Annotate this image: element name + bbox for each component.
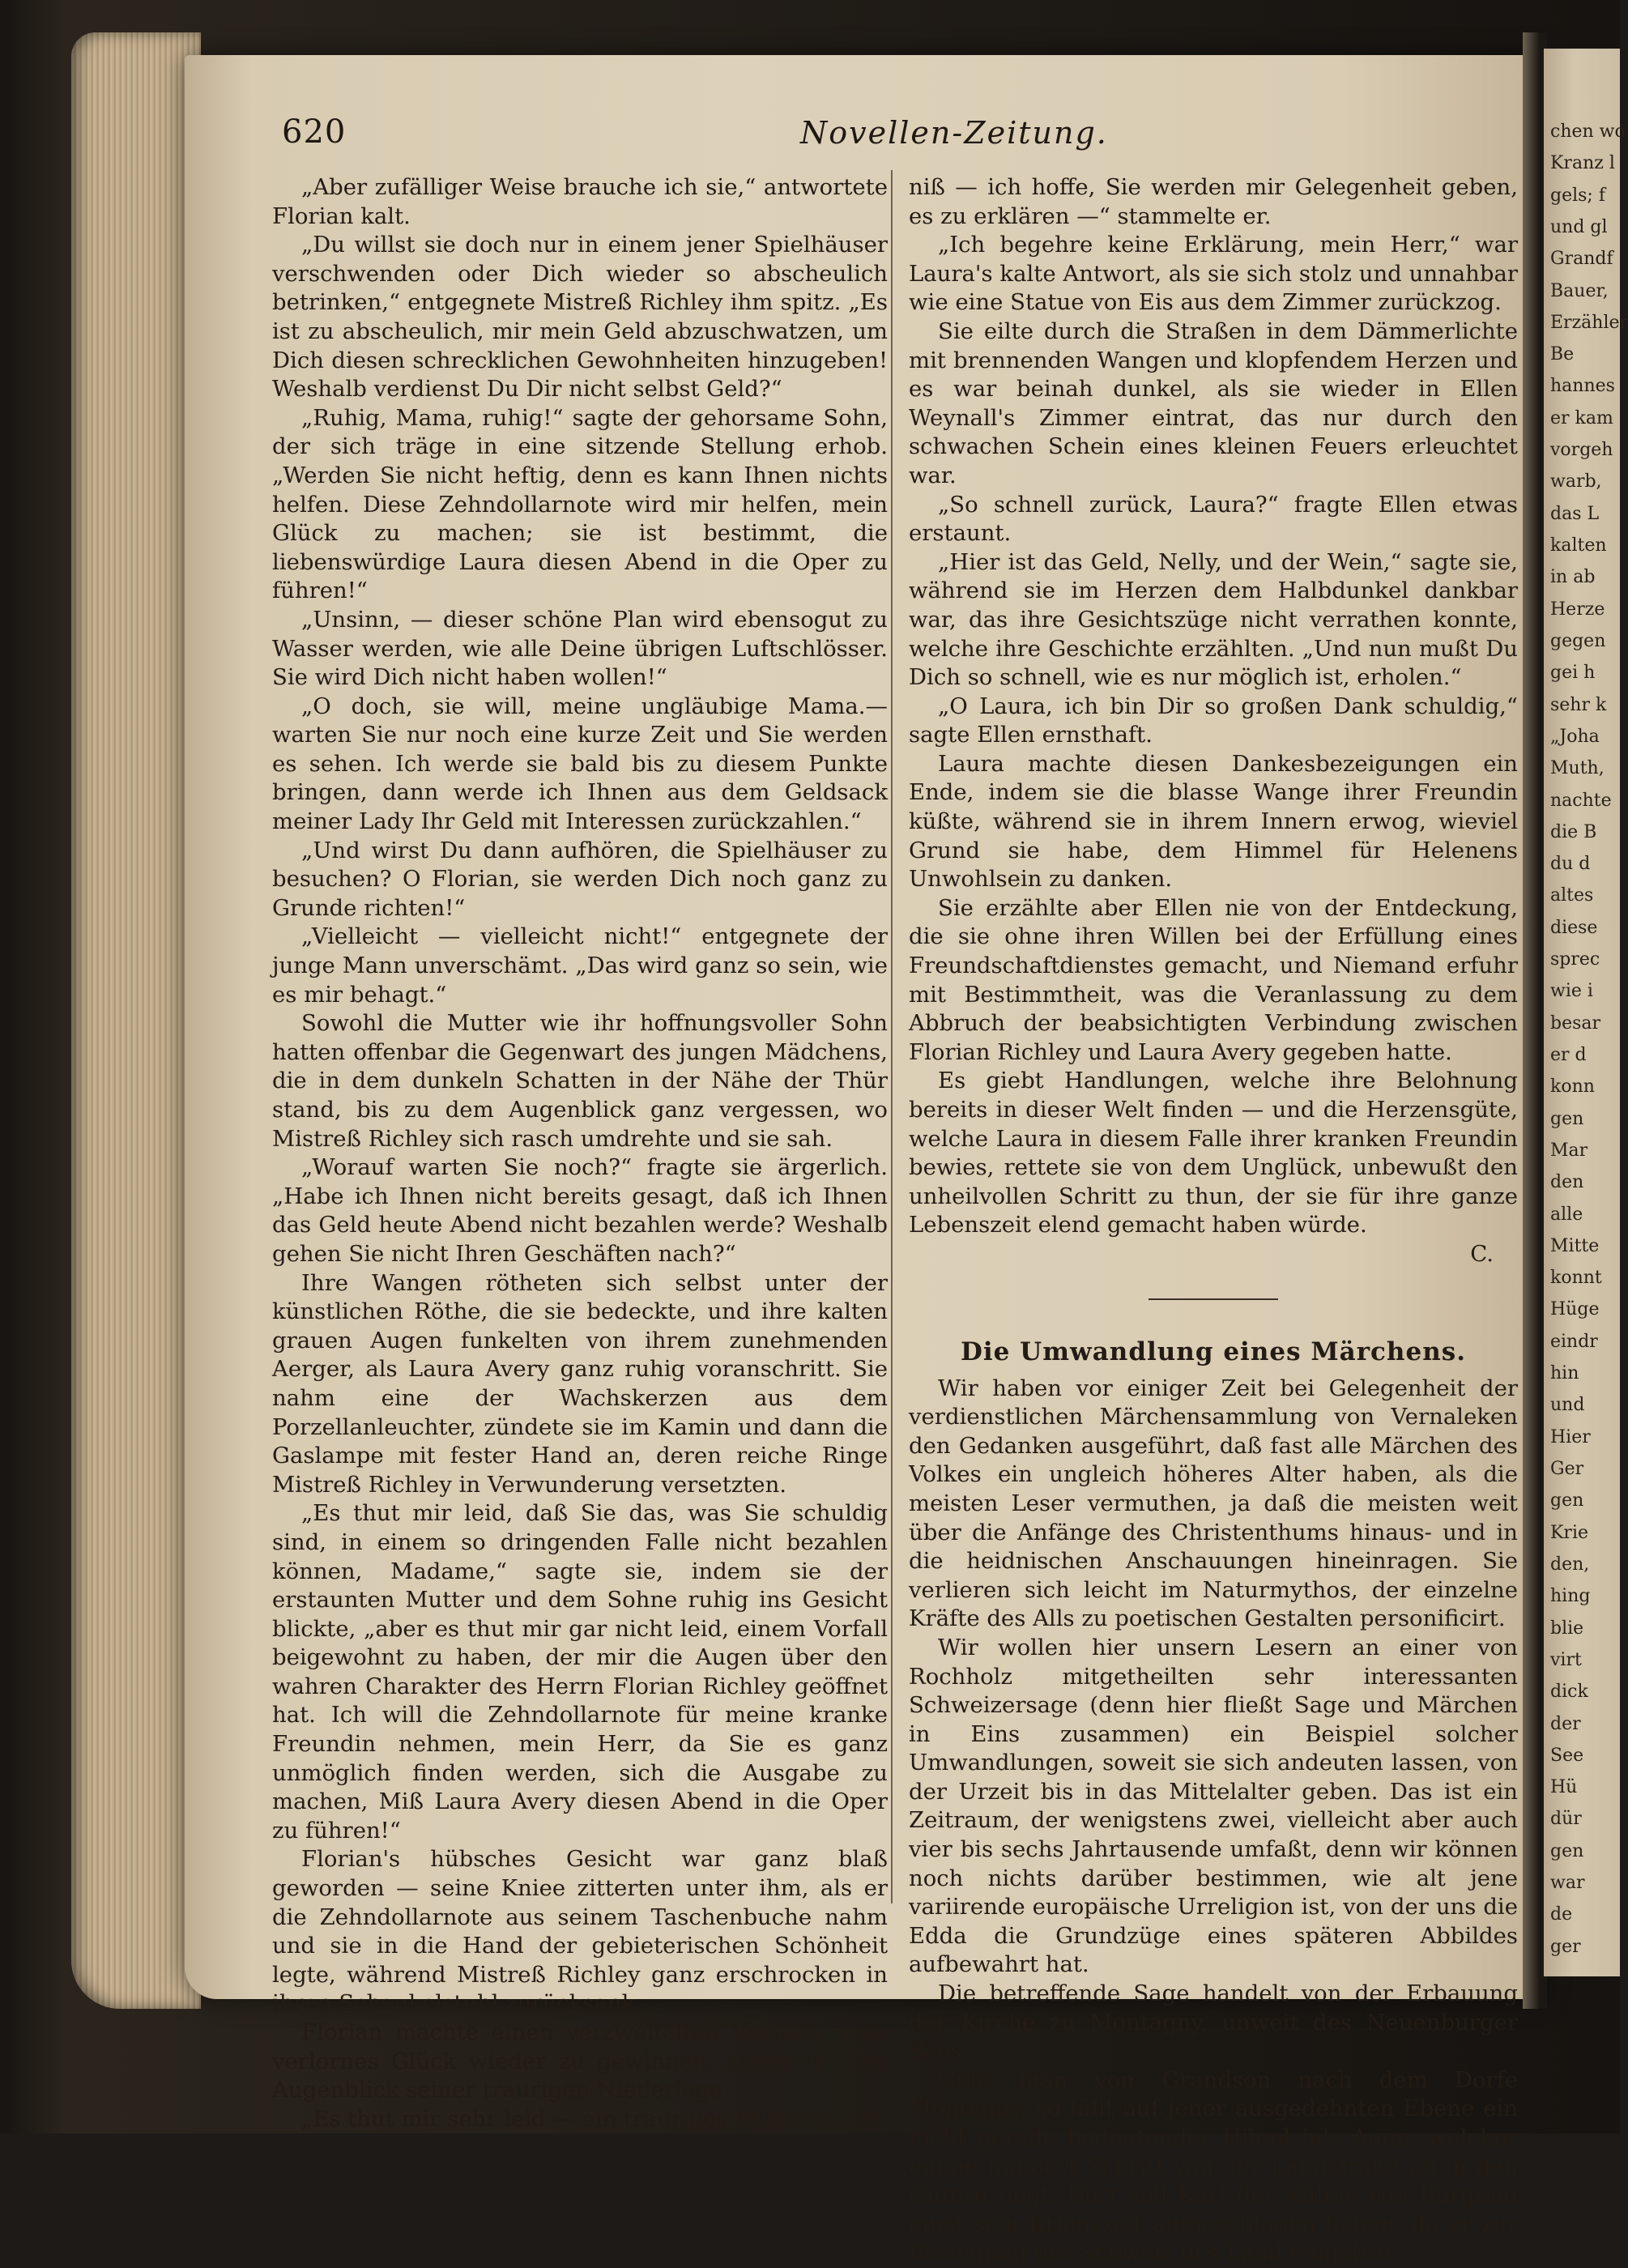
next-page-fragment: sprec [1550, 949, 1600, 970]
next-page-fragment: dick [1550, 1682, 1588, 1703]
next-page-fragment: vorgeh [1550, 440, 1613, 461]
author-signature: C. [1470, 1240, 1494, 1267]
paragraph: Sie erzählte aber Ellen nie von der Entdeckung, die sie ohne ihren Willen bei der Erfüllung eines Freundschaftdienstes gemacht, und Niemand erfuhr mit Bestimmtheit, was die Veranlassung zu dem Abbruch der beabsichtigten Verbindung zwischen Florian Richley und Laura Avery gegeben hatte. [909, 894, 1518, 1065]
next-page-fragment: der [1550, 1713, 1581, 1734]
paragraph: Wir wollen hier unsern Lesern an einer von Rochholz mitgetheilten sehr interessanten Schweizersage (denn hier fließt Sage und Märchen in Eins zusammen) ein Beispiel solcher Umwandlungen, soweit sie sich andeuten lassen, von der Urzeit bis in das Mittelalter geben. Das ist ein Zeitraum, der wenigstens zwei, vielleicht aber auch vier bis sechs Jahrtausende umfaßt, denn wir können noch nichts darüber bestimmen, wie alt jene variirende europäische Urreligion ist, von der uns die Edda die Grundzüge eines späteren Abbildes aufbewahrt hat. [909, 1634, 1518, 1978]
next-page-fragment: Mar [1550, 1140, 1588, 1161]
paragraph: Florian's hübsches Gesicht war ganz blaß geworden — seine Kniee zitterten unter ihm, als er die Zehndollarnote aus seinem Taschenbuche nahm und sie in die Hand der gebieterischen Schönheit legte, während Mistreß Richley ganz erschrocken in ihren Schaukelstuhl zurücksank. [272, 1846, 888, 2017]
next-page-fragment: und [1550, 1395, 1585, 1416]
next-page-fragment: Hüge [1550, 1299, 1600, 1320]
next-page-fragment: Herze [1550, 599, 1605, 620]
column-divider [891, 170, 893, 1904]
paragraph: „Du willst sie doch nur in einem jener Spielhäuser verschwenden oder Dich wieder so abscheulich betrinken,“ entgegnete Mistreß Richley ihm spitz. „Es ist zu abscheulich, mir mein Geld abzuschwatzen, um Dich diesen schrecklichen Gewohnheiten hinzugeben! Weshalb verdienst Du Dir nicht selbst Geld?“ [272, 232, 888, 403]
next-page-fragment: Be [1550, 344, 1575, 365]
next-page-fragment: den [1550, 1172, 1584, 1193]
next-page-fragment: chen wo [1550, 122, 1626, 142]
section-title: Die Umwandlung eines Märchens. [961, 1336, 1466, 1366]
paragraph: Laura machte diesen Dankesbezeigungen ein Ende, indem sie die blasse Wange ihrer Freundin küßte, während sie in ihrem Innern erwog, wieviel Grund sie habe, dem Himmel für Helenens Unwohlsein zu danken. [909, 750, 1518, 893]
next-page-fragment: See [1550, 1745, 1584, 1766]
next-page-fragment: warb, [1550, 471, 1602, 492]
next-page-fragment: gegen [1550, 630, 1606, 651]
paragraph: „O Laura, ich bin Dir so großen Dank schuldig,“ sagte Ellen ernsthaft. [909, 693, 1518, 748]
next-page-fragment: gen [1550, 1840, 1584, 1861]
next-page-fragment: „Joha [1550, 726, 1600, 747]
next-page-fragment: wie i [1550, 981, 1593, 1002]
paragraph: „O doch, sie will, meine ungläubige Mama.— warten Sie nur noch eine kurze Zeit und Sie werden es sehen. Ich werde sie bald bis zu diesem Punkte bringen, dann werde ich Ihnen aus dem Geldsack meiner Lady Ihr Geld mit Interessen zurückzahlen.“ [272, 693, 888, 835]
next-page-fragment: gels; f [1550, 185, 1605, 206]
paragraph: Die betreffende Sage handelt von der Erbauung der Kirche zu Montagny, unweit des Neuenburger Sees. [909, 1980, 1518, 2065]
next-page-fragment: blie [1550, 1618, 1584, 1639]
next-page-fragment: Erzähler [1550, 312, 1628, 333]
next-page-fragment: er kam [1550, 407, 1613, 428]
next-page-fragment: hing [1550, 1586, 1591, 1607]
paragraph: „Es thut mir leid, daß Sie das, was Sie schuldig sind, in einem so dringenden Falle nicht bezahlen können, Madame,“ sagte sie, indem sie der erstaunten Mutter und dem Sohne ruhig ins Gesicht blickte, „aber es thut mir gar nicht leid, einem Vorfall beigewohnt zu haben, der mir die Augen über den wahren Charakter des Herrn Florian Richley geöffnet hat. Ich will die Zehndollarnote für meine kranke Freundin nehmen, mein Herr, da Sie es ganz unmöglich finden werden, sich die Ausgabe zu machen, Miß Laura Avery diesen Abend in die Oper zu führen!“ [272, 1500, 888, 1844]
next-page-fragment: Hü [1550, 1777, 1578, 1798]
paragraph: Geht man von Grandson nach dem Dorfe Montagny, so fällt auf jener ausgedehnten Ebene ein nicht gerade bedeutender Hügel in's Auge, welcher einige hundert Schritt von der Landstraße ab in den Gütern liegt. Dort soll Karl der Kühne von Burgund einst sein Kriegszelt aufgeschlagen haben, da er zur Besiegung der Schweiz in's Land eingebro- [909, 2066, 1518, 2266]
paragraph: niß — ich hoffe, Sie werden mir Gelegenheit geben, es zu erklären —“ stammelte er. [909, 174, 1518, 229]
next-page-fragment: das L [1550, 503, 1600, 524]
next-page-fragment: diese [1550, 917, 1598, 938]
next-page-fragment: Hier [1550, 1426, 1591, 1447]
page-edges [71, 32, 201, 2009]
next-page-fragment: den, [1550, 1554, 1590, 1575]
next-page-fragment: Grandf [1550, 249, 1613, 270]
paragraph: „Und wirst Du dann aufhören, die Spielhäuser zu besuchen? O Florian, sie werden Dich noch ganz zu Grunde richten!“ [272, 837, 888, 921]
next-page-fragment: sehr k [1550, 694, 1607, 715]
next-page-fragment: dür [1550, 1809, 1582, 1830]
paragraph: „Worauf warten Sie noch?“ fragte sie ärgerlich. „Habe ich Ihnen nicht bereits gesagt, daß ich Ihnen das Geld heute Abend nicht bezahlen werde? Weshalb gehen Sie nicht Ihren Geschäften nach?“ [272, 1154, 888, 1267]
left-column [272, 173, 888, 2134]
next-page-fragment: Bauer, [1550, 280, 1609, 301]
next-page-fragment: de [1550, 1904, 1573, 1925]
next-page-fragment: besar [1550, 1013, 1601, 1034]
page-number: 620 [282, 113, 347, 151]
paragraph: „Aber zufälliger Weise brauche ich sie,“ antwortete Florian kalt. [272, 174, 888, 229]
next-page-fragment: konnt [1550, 1268, 1602, 1289]
next-page-fragment: ger [1550, 1936, 1581, 1957]
next-page-fragment: hannes [1550, 376, 1615, 397]
next-page-fragment: in ab [1550, 567, 1596, 588]
next-page-fragment: hin [1550, 1363, 1579, 1384]
next-page-fragment: nachte [1550, 790, 1612, 811]
next-page-fragment: gei h [1550, 663, 1596, 684]
next-page-fragment: konn [1550, 1076, 1595, 1098]
next-page-fragment: die B [1550, 821, 1597, 842]
paragraph: „So schnell zurück, Laura?“ fragte Ellen etwas erstaunt. [909, 491, 1518, 547]
next-page-fragment: Kranz l [1550, 153, 1615, 174]
paragraph: „Hier ist das Geld, Nelly, und der Wein,“ sagte sie, während sie im Herzen dem Halbdunkel dankbar war, das ihre Gesichtszüge nicht verrathen konnte, welche ihre Geschichte erzählten. „Und nun mußt Du Dich so schnell, wie es nur möglich ist, erholen.“ [909, 548, 1518, 691]
next-page-fragment: eindr [1550, 1331, 1598, 1352]
paragraph: „Es thut mir sehr leid — ein trauriges Mißverständ- [301, 2105, 886, 2132]
section-rule [1149, 1298, 1278, 1300]
paragraph: Sowohl die Mutter wie ihr hoffnungsvoller Sohn hatten offenbar die Gegenwart des jungen Mädchens, die in dem dunkeln Schatten in der Nähe der Thür stand, bis zu dem Augenblick ganz vergessen, wo Mistreß Richley sich rasch umdrehte und sie sah. [272, 1010, 888, 1152]
paragraph: Sie eilte durch die Straßen in dem Dämmerlichte mit brennenden Wangen und klopfendem Herzen und es war beinah dunkel, als sie wieder in Ellen Weynall's Zimmer eintrat, das nur durch den schwachen Schein eines kleinen Feuers erleuchtet war. [909, 318, 1518, 488]
next-page-fragment: Krie [1550, 1522, 1589, 1543]
story-ending [909, 173, 1518, 1240]
next-page-fragment: Ger [1550, 1459, 1584, 1480]
next-page-fragment: kalten [1550, 535, 1607, 556]
paragraph: Wir haben vor einiger Zeit bei Gelegenheit der verdienstlichen Märchensammlung von Vernaleken den Gedanken ausgeführt, daß fast alle Märchen des Volkes ein ungleich höheres Alter haben, als die meisten Leser vermuthen, ja daß die meisten weit über die Anfänge des Christenthums hinaus- und in die heidnischen Anschauungen hineinragen. Sie verlieren sich leicht im Naturmythos, der einzelne Kräfte des Alls zu poetischen Gestalten personificirt. [909, 1375, 1518, 1632]
next-page-fragment: altes [1550, 885, 1594, 906]
paragraph: „Ruhig, Mama, ruhig!“ sagte der gehorsame Sohn, der sich träge in eine sitzende Stellung erhob. „Werden Sie nicht heftig, denn es kann Ihnen nichts helfen. Diese Zehndollarnote wird mir helfen, mein Glück zu machen; sie ist bestimmt, die liebenswürdige Laura diesen Abend in die Oper zu führen!“ [272, 404, 888, 604]
running-title: Novellen-Zeitung. [800, 115, 1108, 151]
next-page-fragment: Mitte [1550, 1235, 1600, 1256]
article-body [909, 1375, 1518, 2268]
page-header [282, 113, 1505, 170]
next-page-fragment: gen [1550, 1490, 1584, 1511]
next-page-fragment: war [1550, 1873, 1585, 1894]
next-page-fragment: virt [1550, 1649, 1582, 1670]
right-column [909, 173, 1518, 2268]
paragraph: „Ich begehre keine Erklärung, mein Herr,“ war Laura's kalte Antwort, als sie sich stolz und unnahbar wie eine Statue von Eis aus dem Zimmer zurückzog. [909, 232, 1518, 316]
next-page-fragment: er d [1550, 1045, 1587, 1065]
next-page-fragment: alle [1550, 1204, 1583, 1225]
next-page-edge [1544, 49, 1628, 1976]
next-page-fragment: Muth, [1550, 758, 1605, 779]
next-page-fragment: gen [1550, 1108, 1584, 1129]
next-page-fragment: und gl [1550, 216, 1608, 237]
paragraph: Ihre Wangen rötheten sich selbst unter der künstlichen Röthe, die sie bedeckte, und ihre kalten grauen Augen funkelten von ihrem zunehmenden Aerger, als Laura Avery ganz ruhig voranschritt. Sie nahm eine der Wachskerzen aus dem Porzellanleuchter, zündete sie im Kamin und dann die Gaslampe mit fester Hand an, deren reiche Ringe Mistreß Richley in Verwunderung versetzten. [272, 1269, 888, 1498]
paragraph: „Unsinn, — dieser schöne Plan wird ebensogut zu Wasser werden, wie alle Deine übrigen Luftschlösser. Sie wird Dich nicht haben wollen!“ [272, 606, 888, 691]
next-page-fragment: du d [1550, 854, 1591, 875]
paragraph: Es giebt Handlungen, welche ihre Belohnung bereits in dieser Welt finden — und die Herzensgüte, welche Laura in diesem Falle ihrer kranken Freundin bewies, rettete sie von dem Unglück, unbewußt den unheilvollen Schritt zu thun, der sie für ihre ganze Lebenszeit elend gemacht haben würde. [909, 1068, 1518, 1238]
paragraph: „Vielleicht — vielleicht nicht!“ entgegnete der junge Mann unverschämt. „Das wird ganz so sein, wie es mir behagt.“ [272, 923, 888, 1008]
paragraph: Florian machte einen verzweifelten Versuch, sein verlornes Glück wieder zu gewinnen, selbst in dem Augenblick seiner traurigen Niederlage. [272, 2019, 888, 2104]
